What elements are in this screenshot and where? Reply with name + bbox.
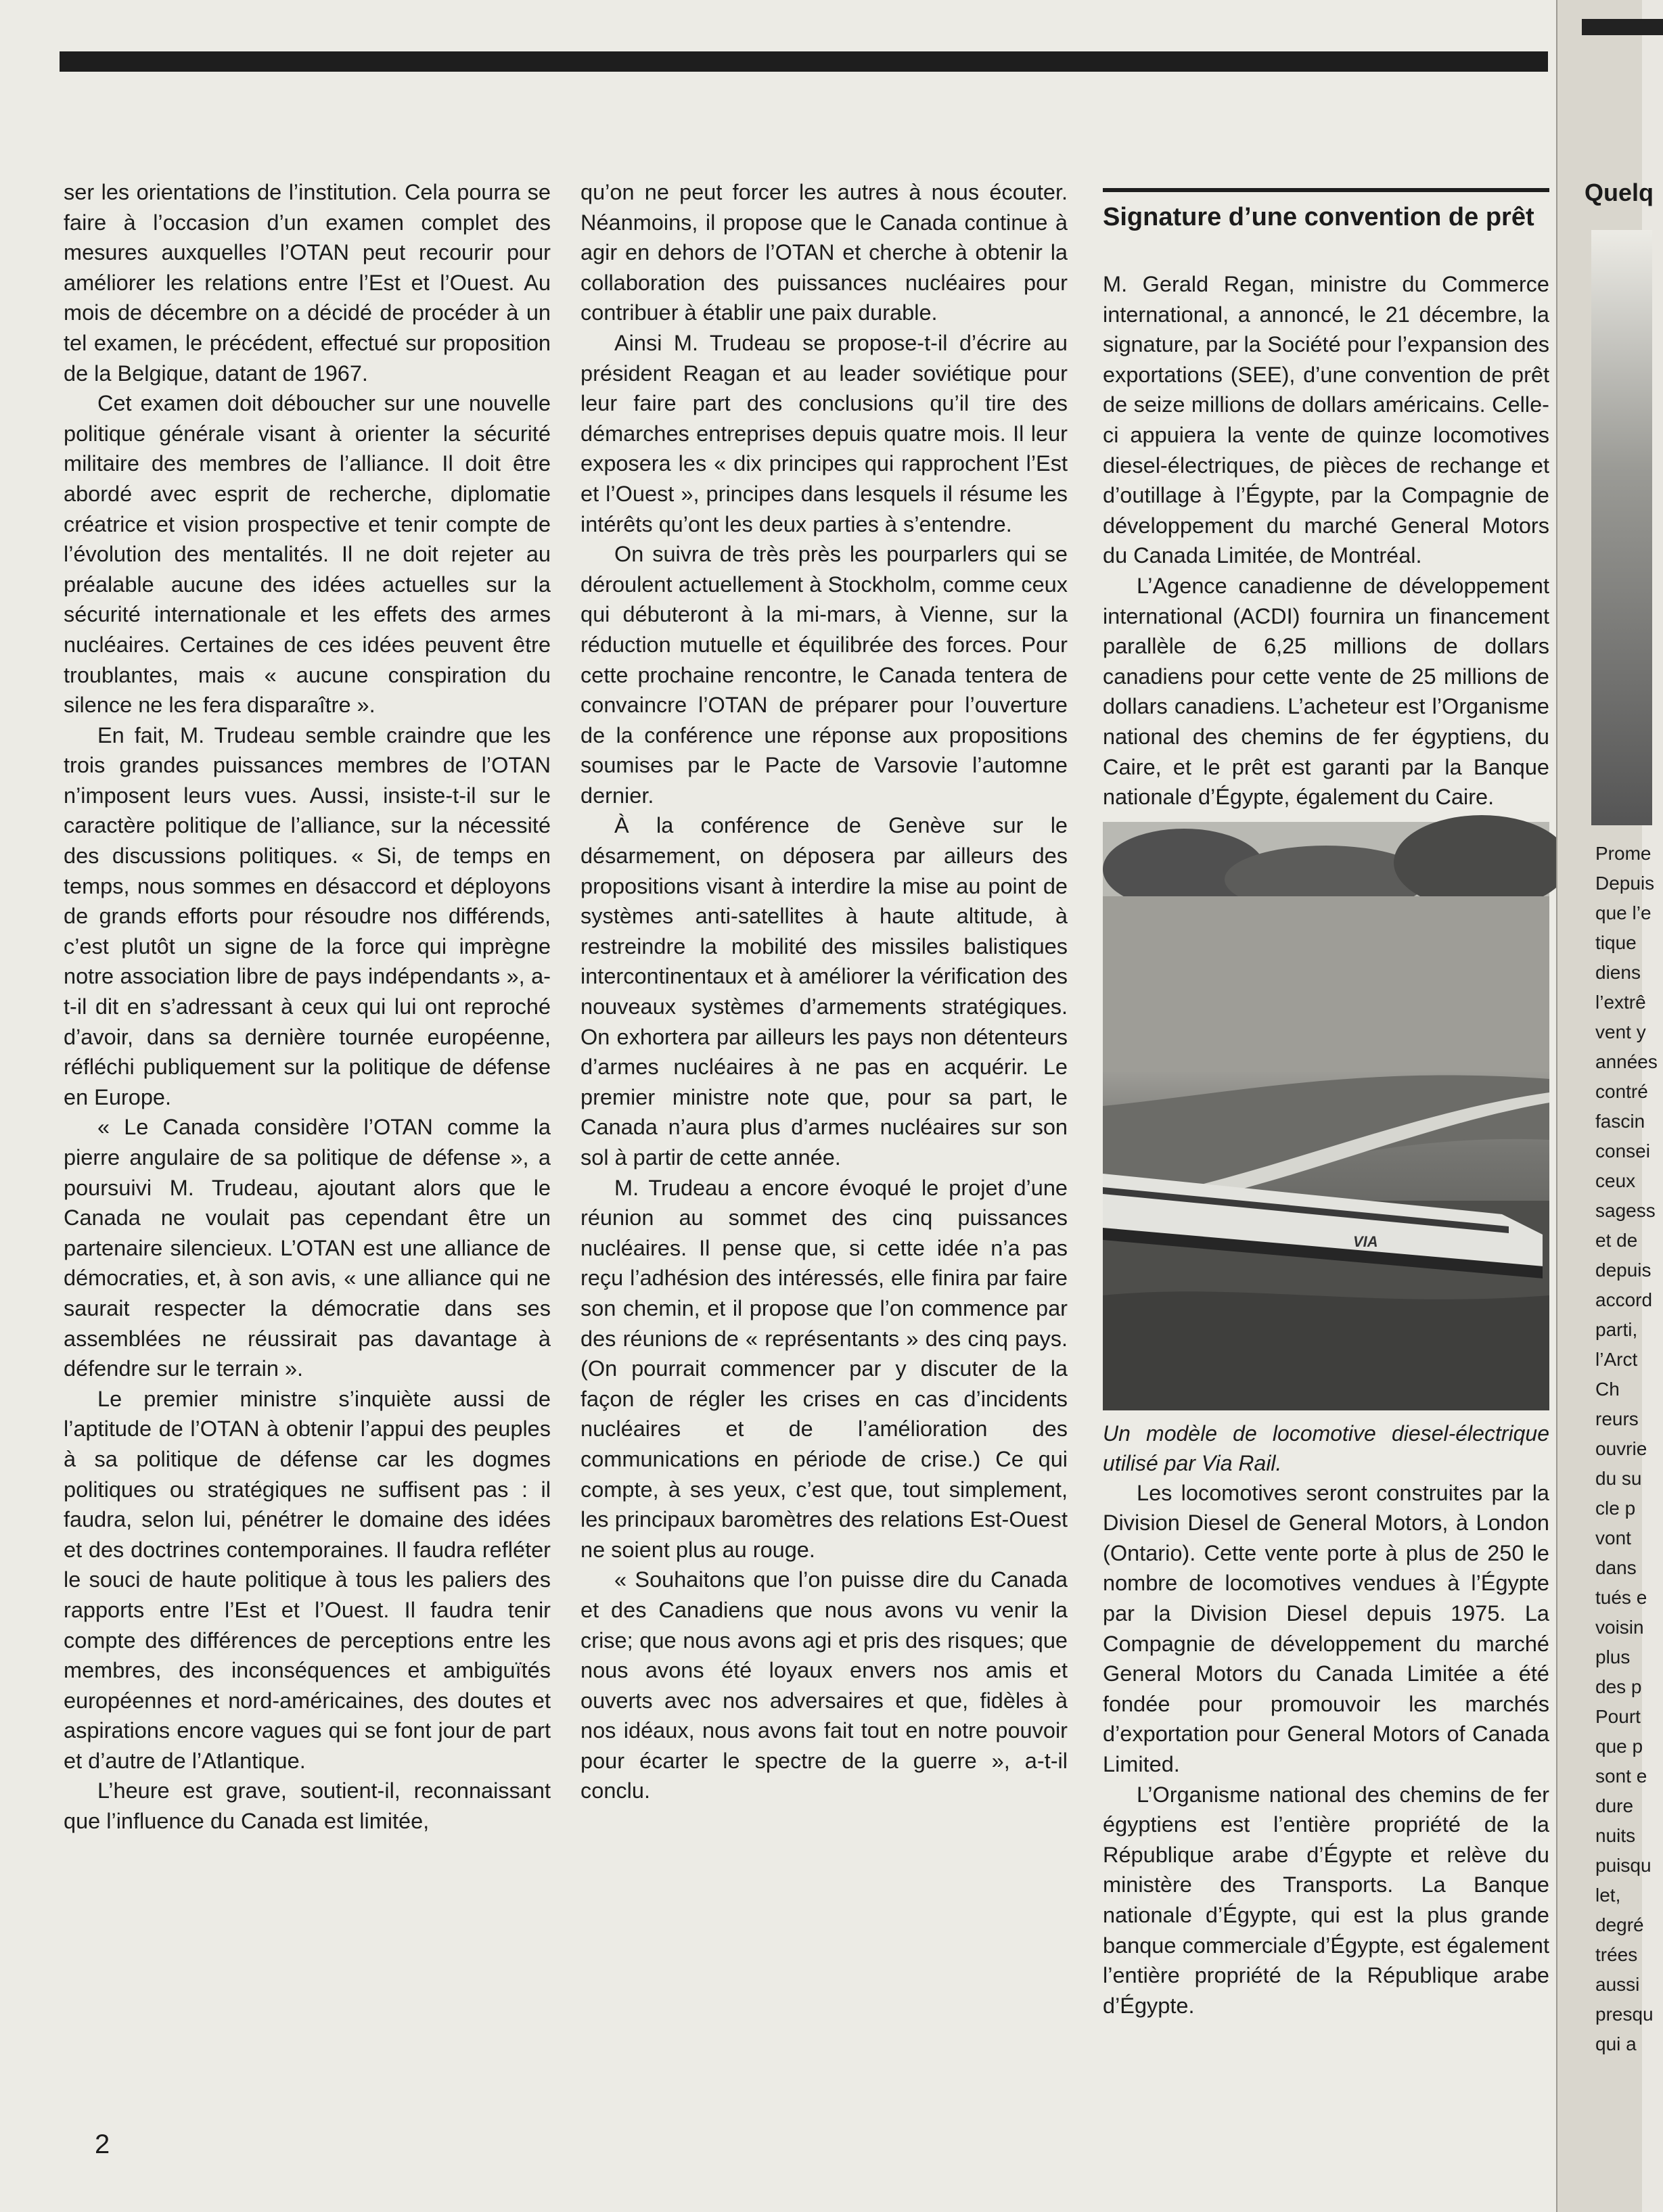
photo-drawing (1103, 822, 1549, 1410)
adjacent-text-line: l’Arct (1595, 1349, 1638, 1370)
adjacent-text-line: ouvrie (1595, 1438, 1647, 1459)
adjacent-text-line: que l’e (1595, 902, 1651, 923)
adjacent-text-line: dure (1595, 1795, 1634, 1816)
adjacent-photo (1591, 230, 1652, 825)
adjacent-text-line: vent y (1595, 1021, 1646, 1042)
top-rule (60, 51, 1548, 72)
paragraph: Le premier ministre s’inquiète aussi de l’aptitude de l’OTAN à obtenir l’appui des peuples à sa politique de défense car les dogmes politiques ou stratégiques ne suffisent pas : il faudra, selon lui, pénétrer le domaine des idées et des doctrines contemporaines. Il faudra refléter le souci de haute politique à tous les paliers des rapports entre l’Est et l’Ouest. Il faudra tenir compte des différences de perceptions entre les membres, des inconséquences et ambiguïtés européennes et nord-américaines, des doutes et aspirations encore vagues qui se font jour de part et d’autre de l’Atlantique. (64, 1386, 551, 1773)
paragraph: En fait, M. Trudeau semble craindre que les trois grandes puissances membres de l’OTAN n’imposent leurs vues. Aussi, insiste-t-il sur le caractère politique de l’alliance, sur la nécessité des discussions politiques. « Si, de temps en temps, nous sommes en désaccord et déployons de grands efforts pour résoudre nos différends, c’est plutôt un signe de la force qui imprègne notre association libre de pays indépendants », a-t-il dit en s’adressant à ceux qui lui ont reproché d’avoir, dans sa dernière tournée européenne, réfléchi publiquement sur la politique de défense en Europe. (64, 722, 551, 1109)
paragraph: L’Agence canadienne de développement international (ACDI) fournira un financement parallèle de 6,25 millions de dollars canadiens pour cette vente de 25 millions de dollars canadiens. L’acheteur est l’Organisme national des chemins de fer égyptiens, du Caire, et le prêt est garanti par la Banque nationale d’Égypte, également du Caire. (1103, 573, 1549, 810)
adjacent-text-line: que p (1595, 1736, 1643, 1757)
sidebar-rule (1103, 188, 1549, 192)
paragraph: L’Organisme national des chemins de fer égyptiens est l’entière propriété de la République arabe d’Égypte et relève du ministère des Transports. La Banque nationale d’Égypte, qui est la plus grande banque commerciale d’Égypte, est également l’entière propriété de la République arabe d’Égypte. (1103, 1782, 1549, 2018)
adjacent-text (1595, 839, 1658, 2059)
adjacent-text-line: tués e (1595, 1587, 1647, 1608)
adjacent-page-edge (1556, 0, 1658, 2212)
adjacent-text-line: sont e (1595, 1766, 1647, 1787)
adjacent-text-line: Depuis (1595, 873, 1655, 894)
adjacent-text-line: du su (1595, 1468, 1642, 1489)
adjacent-text-line: l’extrê (1595, 992, 1646, 1013)
paragraph: « Le Canada considère l’OTAN comme la pierre angulaire de sa politique de défense », a poursuivi M. Trudeau, ajoutant alors que le Canada ne voulait pas cependant être un partenaire silencieux. L’OTAN est une alliance de démocraties, et, à son avis, « une alliance qui ne saurait respecter la démocratie dans ses assemblées ne réussirait pas davantage à défendre sur le terrain ». (64, 1115, 551, 1381)
adjacent-text-line: puisqu (1595, 1855, 1651, 1876)
adjacent-text-line: trées (1595, 1944, 1638, 1965)
adjacent-text-line: reurs (1595, 1408, 1639, 1429)
photo-caption: Un modèle de locomotive diesel-électrique utilisé par Via Rail. (1103, 1421, 1549, 1475)
train-logo: VIA (1353, 1232, 1378, 1250)
adjacent-text-line: nuits (1595, 1825, 1636, 1846)
adjacent-text-line: Pourt (1595, 1706, 1641, 1727)
adjacent-text-line: accord (1595, 1289, 1653, 1310)
adjacent-text-line: plus (1595, 1646, 1631, 1667)
adjacent-text-line: voisin (1595, 1617, 1644, 1638)
adjacent-text-line: ceux (1595, 1170, 1636, 1191)
paragraph: qu’on ne peut forcer les autres à nous écouter. Néanmoins, il propose que le Canada continue à agir en dehors de l’OTAN et cherche à obtenir la collaboration des puissances nucléaires pour contribuer à établir une paix durable. (580, 180, 1068, 325)
adjacent-text-line: dans (1595, 1557, 1637, 1578)
adjacent-text-line: Prome (1595, 843, 1651, 864)
adjacent-text-line: vont (1595, 1527, 1631, 1548)
adjacent-text-line: presqu (1595, 2004, 1654, 2025)
adjacent-text-line: fascin (1595, 1111, 1645, 1132)
locomotive-photo (1103, 822, 1549, 1410)
paragraph: Ainsi M. Trudeau se propose-t-il d’écrire au président Reagan et au leader soviétique pour leur faire part des conclusions qu’il tire des démarches entreprises depuis quatre mois. Il leur exposera les « dix principes qui rapprochent l’Est et l’Ouest », principes dans lesquels il résume les intérêts qu’ont les deux parties à s’entendre. (580, 330, 1068, 536)
paragraph: M. Trudeau a encore évoqué le projet d’une réunion au sommet des cinq puissances nucléaires. Il pense que, si cette idée n’a pas reçu l’adhésion des intéressés, elle finira par faire son chemin, et il propose que l’on commence par des réunions de « représentants » des cinq pays. (On pourrait commencer par y discuter de la façon de régler les crises en cas d’incidents nucléaires et de l’amélioration des communications en période de crise.) Ce qui compte, à ses yeux, c’est que, tout simplement, les principaux baromètres des relations Est-Ouest ne soient plus au rouge. (580, 1175, 1068, 1562)
adjacent-top-rule (1582, 19, 1663, 35)
paragraph: M. Gerald Regan, ministre du Commerce international, a annoncé, le 21 décembre, la signature, par la Société pour l’expansion des exportations (SEE), d’une convention de prêt de seize millions de dollars américains. Celle-ci appuiera la vente de quinze locomotives diesel-électriques, de pièces de rechange et d’outillage à l’Égypte, par la Compagnie de développement du marché General Motors du Canada Limitée, de Montréal. (1103, 272, 1549, 568)
adjacent-text-line: années (1595, 1051, 1658, 1072)
paragraph: ser les orientations de l’institution. Cela pourra se faire à l’occasion d’un examen complet des mesures auxquelles l’OTAN peut recourir pour améliorer les relations entre l’Est et l’Ouest. Au mois de décembre on a décidé de procéder à un tel examen, le précédent, effectué sur proposition de la Belgique, datant de 1967. (64, 180, 551, 386)
sidebar-column (1103, 269, 1549, 2021)
adjacent-text-line: degré (1595, 1914, 1644, 1935)
article-column-1 (64, 177, 551, 1837)
adjacent-text-line: let, (1595, 1885, 1621, 1906)
paragraph: L’heure est grave, soutient-il, reconnaissant que l’influence du Canada est limitée, (64, 1778, 551, 1834)
paragraph: Les locomotives seront construites par la Division Diesel de General Motors, à London (Ontario). Cette vente porte à plus de 250 le nombre de locomotives vendues à l’Égypte par la Division Diesel depuis 1975. La Compagnie de développement du marché General Motors du Canada Limitée a été fondée pour promouvoir les marchés d’exportation pour General Motors of Canada Limited. (1103, 1480, 1549, 1777)
adjacent-text-line: cle p (1595, 1498, 1636, 1519)
adjacent-text-line: diens (1595, 962, 1641, 983)
adjacent-text-line: contré (1595, 1081, 1648, 1102)
adjacent-text-line: tique (1595, 932, 1637, 953)
adjacent-text-line: Ch (1595, 1379, 1620, 1400)
paragraph: À la conférence de Genève sur le désarmement, on déposera par ailleurs des propositions visant à interdire la mise au point de systèmes anti-satellites à haute altitude, à restreindre la mobilité des missiles balistiques intercontinentaux et à améliorer la vérification des nouveaux systèmes d’armements stratégiques. On exhortera par ailleurs les pays non détenteurs d’armes nucléaires à ne pas en acquérir. Le premier ministre note que, pour sa part, le Canada n’aura plus d’armes nucléaires sur son sol à partir de cette année. (580, 813, 1068, 1170)
adjacent-text-line: des p (1595, 1676, 1642, 1697)
article-column-2 (580, 177, 1068, 1806)
adjacent-title: Quelq (1585, 179, 1654, 206)
paragraph: « Souhaitons que l’on puisse dire du Canada et des Canadiens que nous avons vu venir la crise; que nous avons agi et pris des risques; que nous avons été loyaux envers nos amis et ouverts avec nos adversaires et que, fidèles à nos idéaux, nous avons fait tout en notre pouvoir pour écarter le spectre de la guerre », a-t-il conclu. (580, 1567, 1068, 1803)
adjacent-text-line: depuis (1595, 1260, 1651, 1281)
adjacent-text-line: aussi (1595, 1974, 1640, 1995)
sidebar-title: Signature d’une convention de prêt (1103, 203, 1534, 231)
adjacent-text-line: et de (1595, 1230, 1638, 1251)
adjacent-text-line: consei (1595, 1140, 1650, 1161)
page-number: 2 (95, 2129, 110, 2159)
paragraph: On suivra de très près les pourparlers qui se déroulent actuellement à Stockholm, comme ceux qui débuteront à la mi-mars, à Vienne, sur la réduction mutuelle et équilibrée des forces. Pour cette prochaine rencontre, le Canada tentera de convaincre l’OTAN de préparer pour l’ouverture de la conférence une réponse aux propositions soumises par le Pacte de Varsovie l’automne dernier. (580, 542, 1068, 808)
adjacent-text-line: sagess (1595, 1200, 1656, 1221)
paragraph: Cet examen doit déboucher sur une nouvelle politique générale visant à orienter la sécurité militaire des membres de l’alliance. Il doit être abordé avec esprit de recherche, diplomatie créatrice et vision prospective et tenir compte de l’évolution des mentalités. Il ne doit rejeter au préalable aucune des idées actuelles sur la sécurité internationale et les effets des armes nucléaires. Certaines de ces idées peuvent être troublantes, mais « aucune conspiration du silence ne les fera disparaître ». (64, 391, 551, 718)
adjacent-text-line: qui a (1595, 2033, 1637, 2054)
adjacent-text-line: parti, (1595, 1319, 1638, 1340)
